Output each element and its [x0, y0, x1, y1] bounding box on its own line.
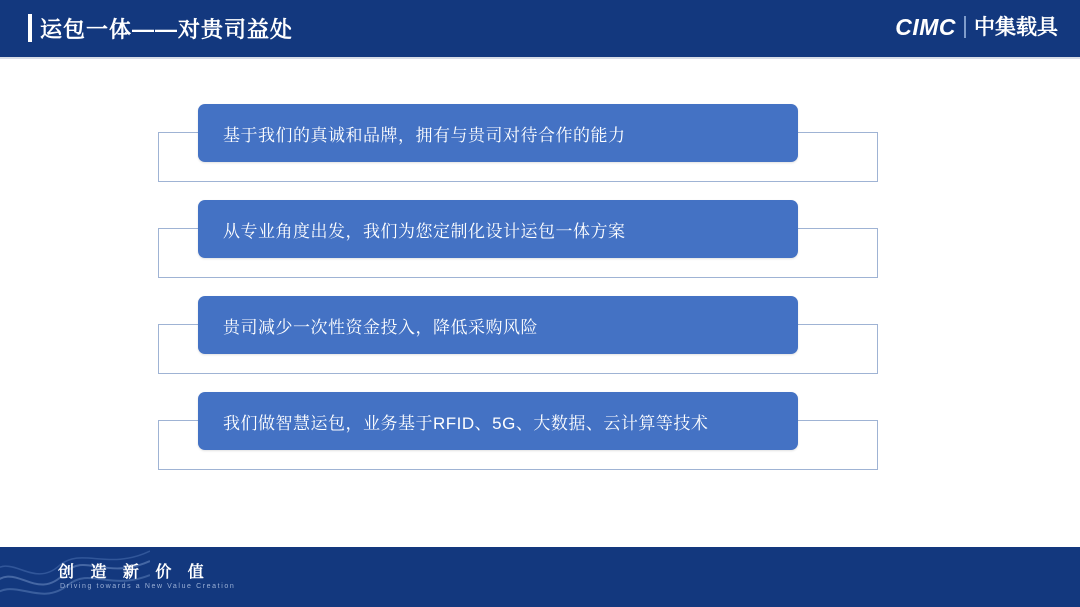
page-title: 运包一体——对贵司益处	[40, 17, 294, 42]
benefit-row	[158, 392, 880, 471]
footer-slogan-en: Driving towards a New Value Creation	[60, 583, 236, 590]
logo-chinese-name: 中集载具	[974, 15, 1058, 39]
logo-wordmark: CIMC	[895, 13, 956, 40]
benefit-text: 从专业角度出发，我们为您定制化设计运包一体方案	[223, 221, 626, 241]
footer-slogan-cn: 创 造 新 价 值	[58, 564, 210, 581]
benefit-text: 基于我们的真诚和品牌，拥有与贵司对待合作的能力	[223, 125, 626, 145]
benefit-list	[0, 57, 1080, 547]
cimc-logo	[895, 11, 1058, 43]
benefit-row	[158, 104, 880, 183]
benefit-bar	[198, 296, 798, 354]
benefit-bar	[198, 200, 798, 258]
benefit-text: 我们做智慧运包，业务基于RFID、5G、大数据、云计算等技术	[223, 413, 709, 433]
slide-footer	[0, 547, 1080, 607]
benefit-row	[158, 296, 880, 375]
benefit-bar	[198, 104, 798, 162]
benefit-text: 贵司减少一次性资金投入，降低采购风险	[223, 317, 538, 337]
slide-header	[0, 0, 1080, 57]
benefit-bar	[198, 392, 798, 450]
logo-divider	[964, 16, 966, 38]
benefit-row	[158, 200, 880, 279]
title-accent-bar	[28, 14, 32, 42]
